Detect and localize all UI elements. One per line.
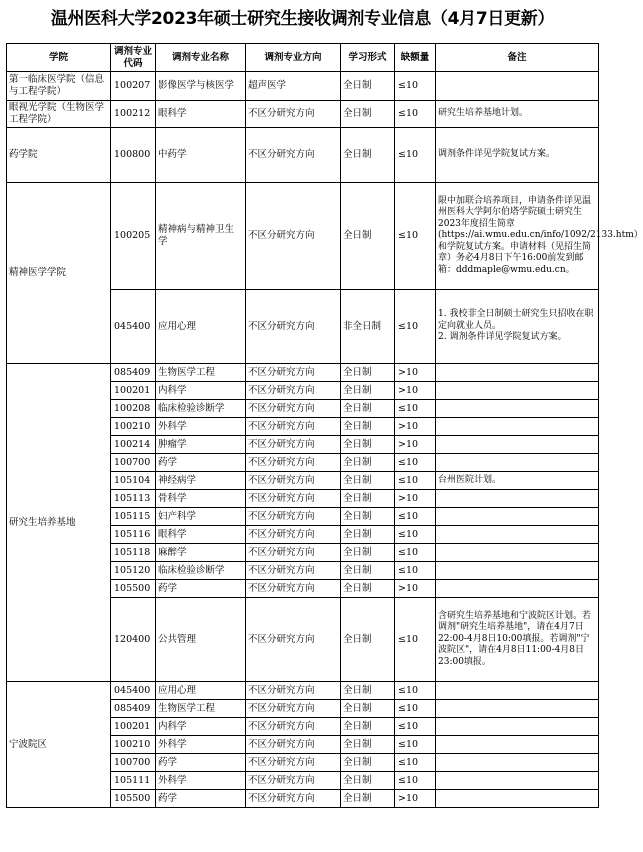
cell-note: [436, 562, 599, 580]
cell-form: 全日制: [341, 436, 395, 454]
cell-quota: ≤10: [395, 290, 436, 364]
cell-direction: 不区分研究方向: [246, 436, 341, 454]
table-row: [7, 682, 599, 700]
cell-direction: 不区分研究方向: [246, 598, 341, 682]
cell-quota: ≤10: [395, 772, 436, 790]
page-title: 温州医科大学2023年硕士研究生接收调剂专业信息（4月7日更新）: [50, 9, 555, 29]
cell-form: 全日制: [341, 736, 395, 754]
cell-code: 105115: [111, 508, 156, 526]
cell-school: 研究生培养基地: [7, 364, 111, 682]
cell-quota: >10: [395, 580, 436, 598]
cell-note: [436, 754, 599, 772]
cell-note: [436, 72, 599, 101]
cell-note: [436, 580, 599, 598]
header-name: 调剂专业名称: [156, 44, 246, 72]
cell-form: 全日制: [341, 772, 395, 790]
cell-direction: 不区分研究方向: [246, 400, 341, 418]
table-row: [7, 128, 599, 183]
cell-form: 全日制: [341, 490, 395, 508]
cell-direction: 不区分研究方向: [246, 526, 341, 544]
cell-name: 生物医学工程: [156, 364, 246, 382]
cell-note: [436, 382, 599, 400]
cell-code: 100207: [111, 72, 156, 101]
cell-direction: 不区分研究方向: [246, 128, 341, 183]
cell-code: 105116: [111, 526, 156, 544]
cell-form: 全日制: [341, 400, 395, 418]
header-code: 调剂专业代码: [111, 44, 156, 72]
cell-code: 105113: [111, 490, 156, 508]
cell-name: 药学: [156, 790, 246, 808]
cell-direction: 不区分研究方向: [246, 382, 341, 400]
cell-direction: 不区分研究方向: [246, 364, 341, 382]
table-row: [7, 101, 599, 128]
cell-direction: 不区分研究方向: [246, 790, 341, 808]
cell-name: 药学: [156, 454, 246, 472]
cell-direction: 不区分研究方向: [246, 736, 341, 754]
cell-form: 全日制: [341, 544, 395, 562]
cell-code: 045400: [111, 290, 156, 364]
cell-note: 含研究生培养基地和宁波院区计划。若调剂"研究生培养基地"，请在4月7日22:00-4月8日10:00填报。若调剂"宁波院区"，请在4月8日11:00-4月8日23:00填报。: [436, 598, 599, 682]
cell-direction: 不区分研究方向: [246, 682, 341, 700]
cell-code: 120400: [111, 598, 156, 682]
cell-name: 眼科学: [156, 526, 246, 544]
cell-note: 研究生培养基地计划。: [436, 101, 599, 128]
cell-note: [436, 400, 599, 418]
cell-quota: ≤10: [395, 682, 436, 700]
cell-direction: 不区分研究方向: [246, 580, 341, 598]
cell-school: 宁波院区: [7, 682, 111, 808]
cell-direction: 不区分研究方向: [246, 754, 341, 772]
cell-quota: ≤10: [395, 101, 436, 128]
cell-form: 全日制: [341, 682, 395, 700]
cell-quota: ≤10: [395, 526, 436, 544]
cell-name: 麻醉学: [156, 544, 246, 562]
cell-name: 精神病与精神卫生学: [156, 183, 246, 290]
cell-form: 全日制: [341, 101, 395, 128]
adjustment-table: [6, 43, 643, 808]
cell-quota: >10: [395, 436, 436, 454]
table-row: [7, 183, 599, 290]
cell-note: [436, 436, 599, 454]
cell-quota: >10: [395, 490, 436, 508]
cell-form: 非全日制: [341, 290, 395, 364]
cell-direction: 不区分研究方向: [246, 290, 341, 364]
cell-quota: ≤10: [395, 454, 436, 472]
cell-quota: ≤10: [395, 508, 436, 526]
cell-note: [436, 418, 599, 436]
cell-quota: ≤10: [395, 736, 436, 754]
cell-direction: 不区分研究方向: [246, 101, 341, 128]
cell-name: 临床检验诊断学: [156, 562, 246, 580]
cell-form: 全日制: [341, 183, 395, 290]
cell-note: 限中加联合培养项目，申请条件详见温州医科大学阿尔伯塔学院硕士研究生2023年度招生简章(https://ai.wmu.edu.cn/info/1092/2133.htm）和学院复试方案。申请材料（见招生简章）务必4月8日下午16:00前发到邮箱：dddmaple@wmu.edu.cn。: [436, 183, 599, 290]
cell-school: 药学院: [7, 128, 111, 183]
table-row: [7, 364, 599, 382]
cell-name: 肿瘤学: [156, 436, 246, 454]
cell-code: 100800: [111, 128, 156, 183]
cell-code: 100210: [111, 418, 156, 436]
cell-quota: ≤10: [395, 562, 436, 580]
cell-code: 105104: [111, 472, 156, 490]
cell-name: 药学: [156, 754, 246, 772]
cell-code: 100700: [111, 454, 156, 472]
cell-quota: >10: [395, 790, 436, 808]
cell-quota: >10: [395, 418, 436, 436]
cell-direction: 不区分研究方向: [246, 718, 341, 736]
cell-code: 100212: [111, 101, 156, 128]
cell-direction: 超声医学: [246, 72, 341, 101]
cell-note: [436, 772, 599, 790]
cell-form: 全日制: [341, 382, 395, 400]
cell-name: 公共管理: [156, 598, 246, 682]
cell-quota: ≤10: [395, 472, 436, 490]
cell-note: [436, 790, 599, 808]
cell-code: 100214: [111, 436, 156, 454]
cell-form: 全日制: [341, 718, 395, 736]
cell-quota: >10: [395, 382, 436, 400]
cell-code: 100208: [111, 400, 156, 418]
cell-code: 105500: [111, 580, 156, 598]
cell-code: 045400: [111, 682, 156, 700]
cell-form: 全日制: [341, 526, 395, 544]
cell-form: 全日制: [341, 790, 395, 808]
cell-name: 内科学: [156, 382, 246, 400]
cell-note: 台州医院计划。: [436, 472, 599, 490]
header-quota: 缺额量: [395, 44, 436, 72]
cell-form: 全日制: [341, 580, 395, 598]
cell-quota: ≤10: [395, 72, 436, 101]
cell-name: 临床检验诊断学: [156, 400, 246, 418]
cell-name: 神经病学: [156, 472, 246, 490]
cell-form: 全日制: [341, 472, 395, 490]
cell-quota: ≤10: [395, 128, 436, 183]
cell-code: 100205: [111, 183, 156, 290]
cell-code: 100201: [111, 382, 156, 400]
cell-quota: ≤10: [395, 718, 436, 736]
cell-name: 外科学: [156, 418, 246, 436]
cell-code: 105111: [111, 772, 156, 790]
cell-code: 105500: [111, 790, 156, 808]
header-form: 学习形式: [341, 44, 395, 72]
cell-quota: >10: [395, 364, 436, 382]
cell-form: 全日制: [341, 754, 395, 772]
cell-form: 全日制: [341, 598, 395, 682]
cell-direction: 不区分研究方向: [246, 562, 341, 580]
table-body: [7, 72, 643, 808]
cell-code: 085409: [111, 700, 156, 718]
cell-quota: ≤10: [395, 700, 436, 718]
cell-direction: 不区分研究方向: [246, 454, 341, 472]
cell-name: 应用心理: [156, 682, 246, 700]
cell-code: 085409: [111, 364, 156, 382]
table-header-row: [7, 44, 599, 72]
cell-quota: ≤10: [395, 400, 436, 418]
cell-form: 全日制: [341, 128, 395, 183]
header-direction: 调剂专业方向: [246, 44, 341, 72]
cell-form: 全日制: [341, 418, 395, 436]
cell-name: 药学: [156, 580, 246, 598]
cell-form: 全日制: [341, 562, 395, 580]
cell-note: [436, 718, 599, 736]
cell-code: 100201: [111, 718, 156, 736]
cell-school: 第一临床医学院（信息与工程学院）: [7, 72, 111, 101]
cell-name: 内科学: [156, 718, 246, 736]
cell-name: 生物医学工程: [156, 700, 246, 718]
cell-name: 外科学: [156, 772, 246, 790]
cell-direction: 不区分研究方向: [246, 183, 341, 290]
cell-direction: 不区分研究方向: [246, 472, 341, 490]
cell-note: [436, 544, 599, 562]
cell-name: 中药学: [156, 128, 246, 183]
cell-direction: 不区分研究方向: [246, 544, 341, 562]
cell-form: 全日制: [341, 700, 395, 718]
cell-form: 全日制: [341, 508, 395, 526]
cell-note: [436, 682, 599, 700]
header-school: 学院: [7, 44, 111, 72]
cell-note: [436, 364, 599, 382]
cell-name: 外科学: [156, 736, 246, 754]
cell-form: 全日制: [341, 364, 395, 382]
cell-note: [436, 700, 599, 718]
cell-code: 100700: [111, 754, 156, 772]
cell-school: 精神医学学院: [7, 183, 111, 364]
header-note: 备注: [436, 44, 599, 72]
cell-note: [436, 508, 599, 526]
cell-quota: ≤10: [395, 544, 436, 562]
cell-quota: ≤10: [395, 183, 436, 290]
cell-note: 1. 我校非全日制硕士研究生只招收在职定向就业人员。 2. 调剂条件详见学院复试方案。: [436, 290, 599, 364]
cell-name: 应用心理: [156, 290, 246, 364]
cell-direction: 不区分研究方向: [246, 418, 341, 436]
cell-name: 妇产科学: [156, 508, 246, 526]
cell-direction: 不区分研究方向: [246, 700, 341, 718]
cell-school: 眼视光学院（生物医学工程学院）: [7, 101, 111, 128]
cell-note: 调剂条件详见学院复试方案。: [436, 128, 599, 183]
cell-name: 眼科学: [156, 101, 246, 128]
cell-note: [436, 736, 599, 754]
cell-note: [436, 490, 599, 508]
cell-code: 105118: [111, 544, 156, 562]
table-row: [7, 72, 599, 101]
cell-form: 全日制: [341, 72, 395, 101]
cell-direction: 不区分研究方向: [246, 508, 341, 526]
cell-code: 105120: [111, 562, 156, 580]
cell-name: 骨科学: [156, 490, 246, 508]
cell-quota: ≤10: [395, 598, 436, 682]
cell-code: 100210: [111, 736, 156, 754]
cell-note: [436, 526, 599, 544]
cell-direction: 不区分研究方向: [246, 490, 341, 508]
cell-form: 全日制: [341, 454, 395, 472]
cell-note: [436, 454, 599, 472]
cell-quota: ≤10: [395, 754, 436, 772]
cell-direction: 不区分研究方向: [246, 772, 341, 790]
cell-name: 影像医学与核医学: [156, 72, 246, 101]
